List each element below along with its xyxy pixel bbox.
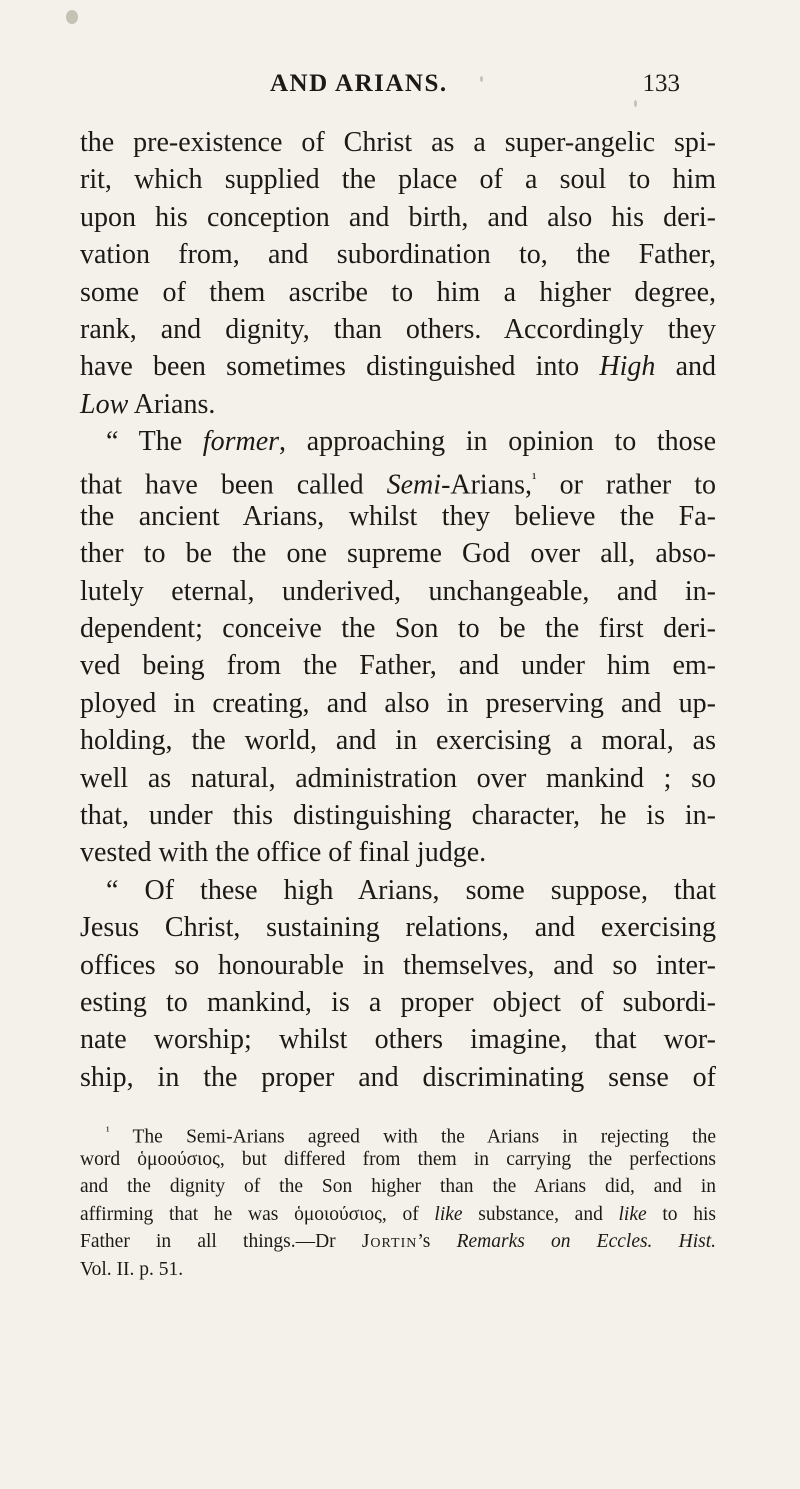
text-line: esting to mankind, is a proper object of subordi- <box>80 986 716 1018</box>
text-line: vested with the office of final judge. <box>80 837 487 869</box>
footnote-line: affirming that he was ὁμοιούσιος, of like substance, and like to his <box>80 1203 716 1225</box>
text-line: the ancient Arians, whilst they believe the Fa- <box>80 500 716 532</box>
text-line: the pre-existence of Christ as a super-angelic spi- <box>80 127 716 158</box>
italic-term: Low <box>80 388 129 420</box>
text-line: ship, in the proper and discriminating sense of <box>80 1061 716 1093</box>
text-line: have been sometimes distinguished into High and <box>80 351 717 383</box>
footnote-line: Vol. II. p. 51. <box>80 1258 184 1280</box>
text-line: vation from, and subordination to, the Father, <box>80 239 716 271</box>
greek-term: ὁμοιούσιος <box>294 1203 382 1225</box>
text-line: ved being from the Father, and under him em- <box>80 650 716 682</box>
running-title: AND ARIANS. <box>270 70 448 97</box>
italic-term: High <box>599 351 656 383</box>
author-name: Jortin <box>361 1231 418 1252</box>
footnote-line: Father in all things.—Dr Jortin’s Remarks on Eccles. Hist. <box>80 1231 716 1252</box>
text-line: upon his conception and birth, and also his deri- <box>80 201 716 233</box>
italic-term: Semi <box>386 468 442 500</box>
italic-term: like <box>434 1203 463 1225</box>
text-line: well as natural, administration over mankind ; so <box>80 762 716 794</box>
footnote <box>80 1118 716 1283</box>
text-line: lutely eternal, underived, unchangeable, and in- <box>80 575 716 607</box>
italic-term: former <box>202 426 280 458</box>
text-line: Jesus Christ, sustaining relations, and exercising <box>80 912 716 944</box>
text-line: offices so honourable in themselves, and so inter- <box>80 949 716 981</box>
text-line: holding, the world, and in exercising a moral, as <box>80 725 716 757</box>
text-line: nate worship; whilst others imagine, that wor- <box>80 1024 716 1056</box>
text-line: some of them ascribe to him a higher degree, <box>80 276 716 308</box>
footnote-line: word ὁμοούσιος, but differed from them in carrying the perfections <box>80 1148 716 1170</box>
footnote-ref[interactable]: ¹ <box>532 470 537 487</box>
text-line: ployed in creating, and also in preserving and up- <box>80 687 716 719</box>
text-line: “ The former, approaching in opinion to those <box>106 426 716 458</box>
text-line: that, under this distinguishing character, he is in- <box>80 800 716 832</box>
ink-spot <box>66 10 78 24</box>
text-line: rit, which supplied the place of a soul to him <box>80 164 716 196</box>
running-head <box>240 70 680 100</box>
page-number: 133 <box>642 70 680 97</box>
text-line: ther to be the one supreme God over all, abso- <box>80 538 716 570</box>
ink-speck <box>634 100 637 107</box>
text-line: Low Arians. <box>80 388 216 420</box>
text-line: rank, and dignity, than others. Accordingly they <box>80 313 716 345</box>
footnote-line: and the dignity of the Son higher than the Arians did, and in <box>80 1176 716 1197</box>
greek-term: ὁμοούσιος <box>137 1148 220 1170</box>
footnote-line: $^{^1}$ The Semi-Arians agreed with the Arians in rejecting the <box>106 1124 716 1148</box>
italic-term: like <box>618 1203 647 1225</box>
work-title: Remarks on Eccles. Hist. <box>456 1231 716 1252</box>
text-line: “ Of these high Arians, some suppose, that <box>106 874 716 906</box>
footnote-marker: ¹ <box>106 1124 110 1138</box>
text-line: that have been called Semi-Arians,$^{^1}$ or rather to <box>80 468 716 500</box>
body-text <box>80 124 716 1096</box>
text-line: dependent; conceive the Son to be the first deri- <box>80 613 716 645</box>
